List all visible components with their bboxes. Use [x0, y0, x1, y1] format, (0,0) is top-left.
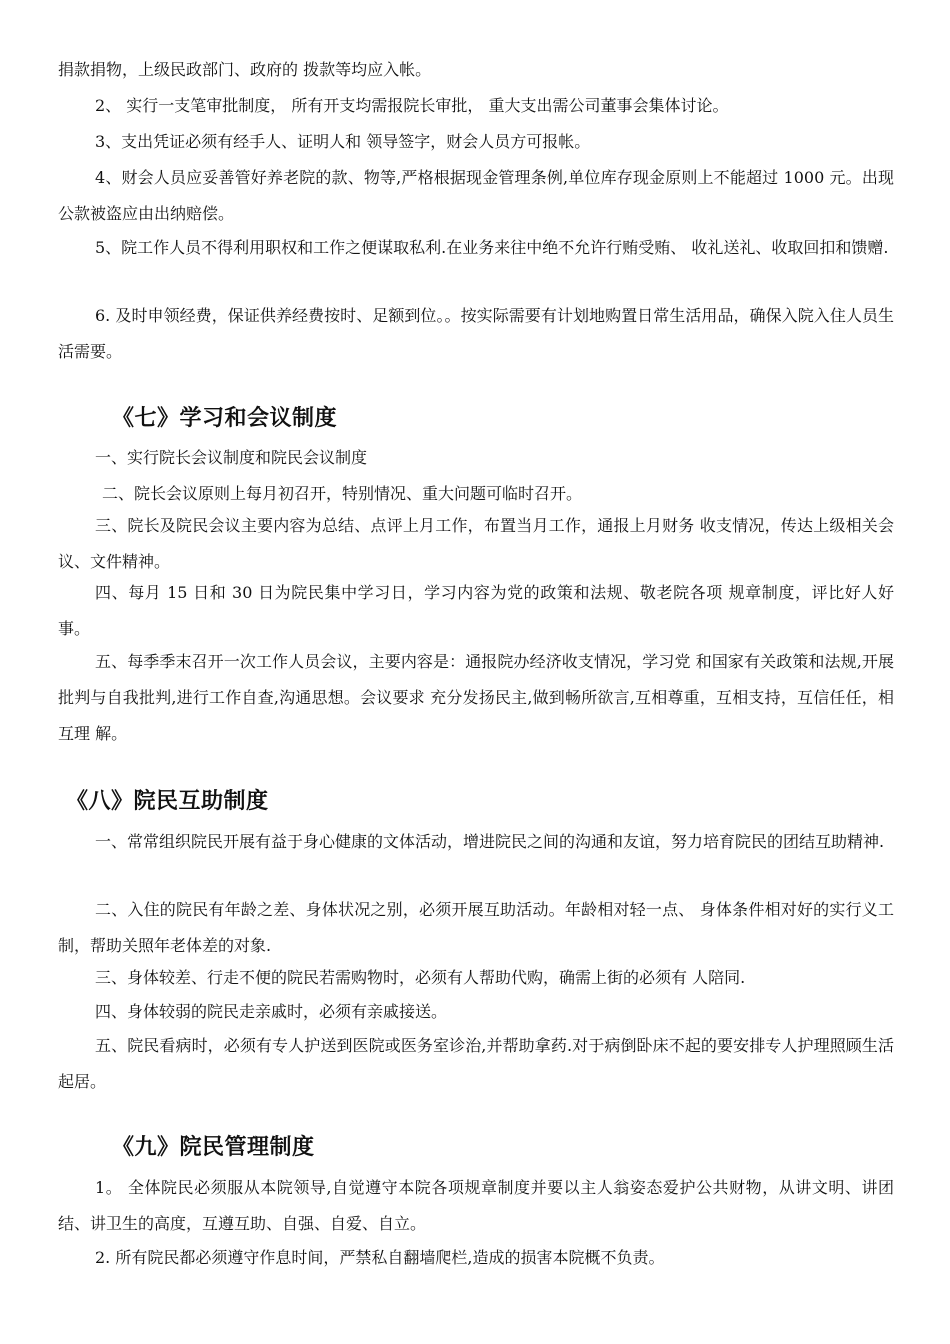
list-item: 1。 全体院民必须服从本院领导,自觉遵守本院各项规章制度并要以主人翁姿态爱护公共财物，从讲文明、讲团结、讲卫生的高度，互遵互助、自强、自爱、自立。	[58, 1178, 894, 1233]
list-item: 一、常常组织院民开展有益于身心健康的文体活动，增进院民之间的沟通和友谊，努力培育院民的团结互助精神.	[95, 832, 885, 851]
paragraph: 6. 及时申领经费，保证供养经费按时、足额到位。。按实际需要有计划地购置日常生活用品，确保入院入住人员生活需要。	[58, 306, 894, 361]
list-item: 三、院长及院民会议主要内容为总结、点评上月工作，布置当月工作，通报上月财务 收支情况，传达上级相关会议、文件精神。	[58, 516, 894, 571]
paragraph: 捐款捐物，上级民政部门、政府的 拨款等均应入帐。	[58, 60, 432, 79]
list-item: 三、身体较差、行走不便的院民若需购物时，必须有人帮助代购，确需上街的必须有 人陪同.	[95, 968, 746, 987]
paragraph: 4、财会人员应妥善管好养老院的款、物等,严格根据现金管理条例,单位库存现金原则上不能超过 1000 元。出现公款被盗应由出纳赔偿。	[58, 168, 894, 223]
paragraph: 3、支出凭证必须有经手人、证明人和 领导签字，财会人员方可报帐。	[95, 132, 591, 151]
list-item: 五、院民看病时，必须有专人护送到医院或医务室诊治,并帮助拿药.对于病倒卧床不起的要安排专人护理照顾生活起居。	[58, 1036, 894, 1091]
list-item: 二、院长会议原则上每月初召开，特别情况、重大问题可临时召开。	[102, 484, 583, 503]
section-heading: 《八》院民互助制度	[66, 789, 269, 814]
paragraph: 5、院工作人员不得利用职权和工作之便谋取私利.在业务来往中绝不允许行贿受贿、 收礼送礼、收取回扣和馈赠.	[95, 238, 889, 257]
paragraph: 2、 实行一支笔审批制度， 所有开支均需报院长审批， 重大支出需公司董事会集体讨论。	[95, 96, 729, 115]
list-item: 2. 所有院民都必须遵守作息时间，严禁私自翻墙爬栏,造成的损害本院概不负责。	[95, 1248, 665, 1267]
list-item: 四、每月 15 日和 30 日为院民集中学习日，学习内容为党的政策和法规、敬老院各项 规章制度，评比好人好事。	[58, 583, 894, 638]
list-item: 五、每季季末召开一次工作人员会议，主要内容是：通报院办经济收支情况，学习党 和国家有关政策和法规,开展批判与自我批判,进行工作自查,沟通思想。会议要求 充分发扬民主,做到畅所欲言,互相尊重，互相支持，互信任任，相互理 解。	[58, 652, 894, 743]
section-heading: 《九》院民管理制度	[112, 1135, 315, 1160]
list-item: 二、入住的院民有年龄之差、身体状况之别，必须开展互助活动。年龄相对轻一点、 身体条件相对好的实行义工制，帮助关照年老体差的对象.	[58, 900, 894, 955]
section-heading: 《七》学习和会议制度	[112, 406, 338, 431]
list-item: 四、身体较弱的院民走亲戚时，必须有亲戚接送。	[95, 1002, 448, 1021]
list-item: 一、实行院长会议制度和院民会议制度	[95, 448, 368, 467]
